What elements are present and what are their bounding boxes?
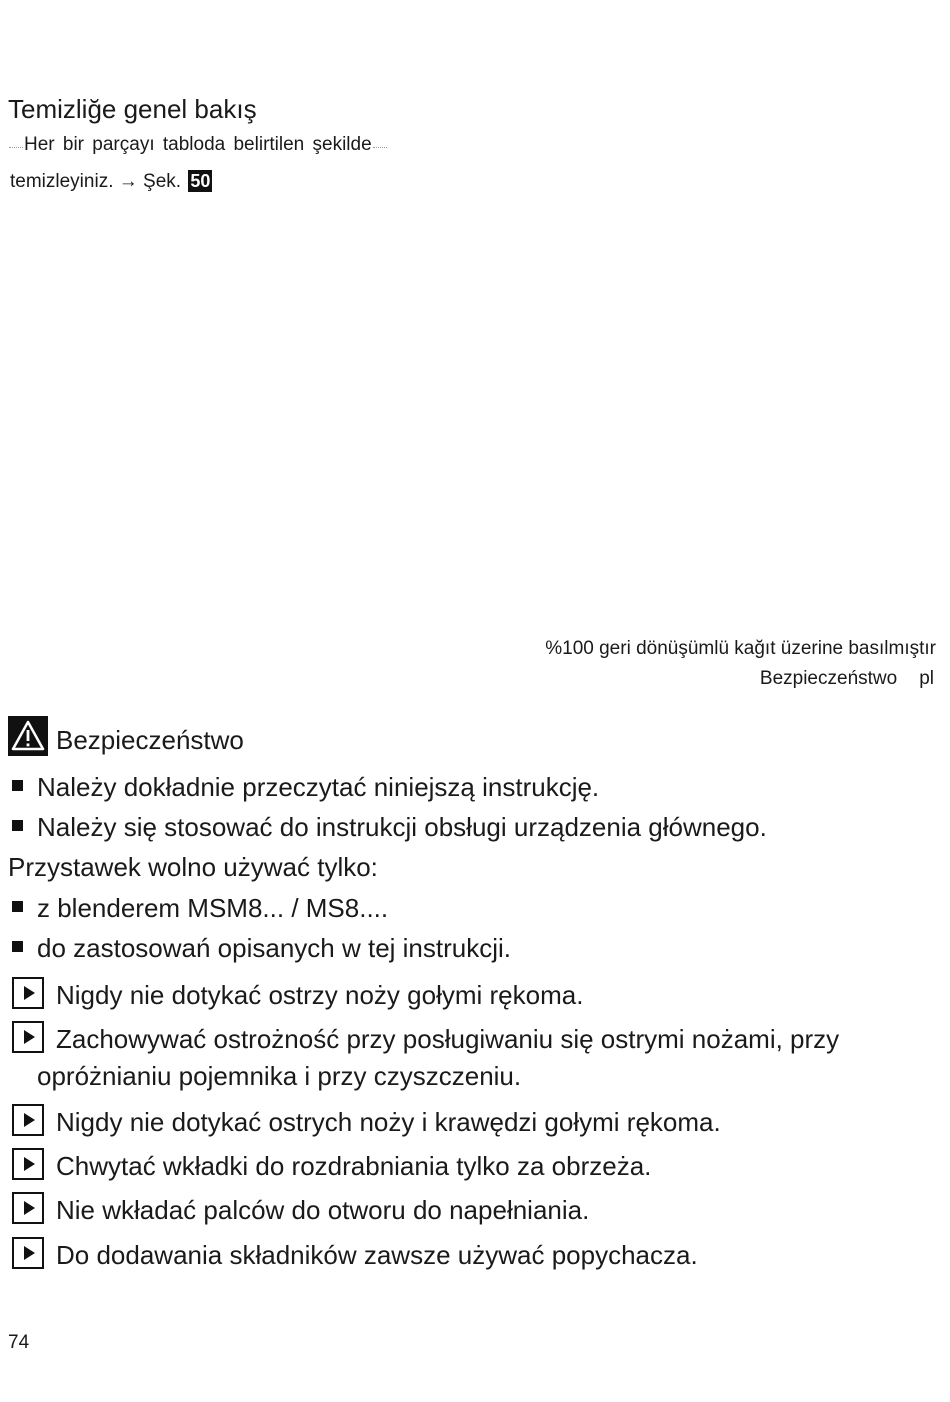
safety-title: Bezpieczeństwo [56,725,244,755]
action-item [8,1148,651,1182]
cleaning-text-line2 [10,170,212,193]
action-text: Nigdy nie dotykać ostrzy noży gołymi rękoma. [56,980,584,1010]
action-text: Zachowywać ostrożność przy posługiwaniu się ostrymi nożami, przy [56,1024,840,1054]
list-item-text: Należy się stosować do instrukcji obsługi urządzenia głównego. [37,812,767,842]
page-number: 74 [8,1332,30,1353]
warning-triangle-icon [8,716,48,756]
play-arrow-icon [12,977,44,1009]
list-item-text: do zastosowań opisanych w tej instrukcji. [37,933,512,963]
cleaning-text-line1 [8,134,388,156]
action-text: Nie wkładać palców do otworu do napełniania. [56,1195,590,1225]
usage-intro: Przystawek wolno używać tylko: [8,852,378,882]
play-arrow-icon [12,1021,44,1053]
square-bullet-icon [12,901,23,912]
list-item [8,933,511,964]
play-arrow-icon [12,1237,44,1269]
action-text: Do dodawania składników zawsze używać popychacza. [56,1240,698,1270]
action-item [8,1237,698,1271]
figure-ref-badge: 50 [190,171,211,191]
recycled-paper-note: %100 geri dönüşümlü kağıt üzerine basılmıştır [545,638,936,659]
leader-dots [9,147,23,148]
action-text: Chwytać wkładki do rozdrabniania tylko za obrzeża. [56,1151,652,1181]
running-head-lang: pl [919,668,934,689]
square-bullet-icon [12,941,23,952]
list-item [8,812,767,843]
action-item [8,977,583,1011]
play-arrow-icon [12,1148,44,1180]
list-item [8,893,388,924]
running-head [760,668,934,690]
action-item [8,1021,839,1055]
play-arrow-icon [12,1104,44,1136]
running-head-title: Bezpieczeństwo [759,668,898,689]
action-text: Nigdy nie dotykać ostrych noży i krawędzi gołymi rękoma. [56,1107,721,1137]
action-continuation: opróżnianiu pojemnika i przy czyszczeniu. [37,1061,522,1091]
action-item [8,1104,721,1138]
list-item [8,772,599,803]
cleaning-text: temizleyiniz. → Şek. [10,171,182,192]
list-item-text: z blenderem MSM8... / MS8.... [37,893,389,923]
square-bullet-icon [12,820,23,831]
cleaning-text: Her bir parçayı tabloda belirtilen şekilde [24,134,372,155]
leader-dots [373,147,387,148]
square-bullet-icon [12,780,23,791]
cleaning-heading: Temizliğe genel bakış [8,94,257,124]
action-item [8,1192,589,1226]
safety-heading [8,716,244,756]
play-arrow-icon [12,1192,44,1224]
list-item-text: Należy dokładnie przeczytać niniejszą instrukcję. [37,772,600,802]
